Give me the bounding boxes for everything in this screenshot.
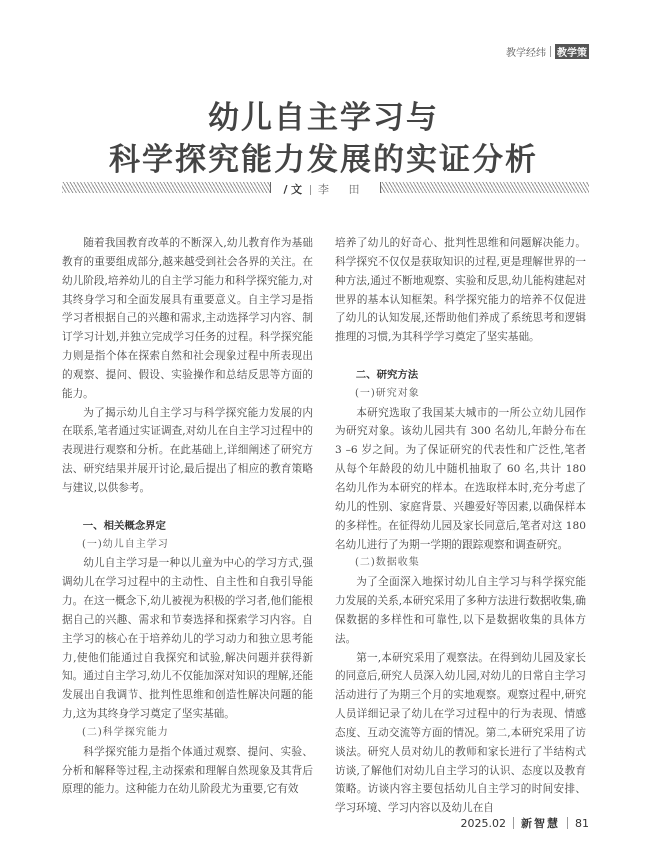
section-heading: 二、研究方法	[355, 368, 419, 381]
paragraph: 科学探究能力是指个体通过观察、提问、实验、分析和解释等过程,主动探索和理解自然现象及其背后原理的能力。这种能力在幼儿阶段尤为重要,它有效	[62, 745, 313, 796]
paragraph: 本研究选取了我国某大城市的一所公立幼儿园作为研究对象。该幼儿园共有 300 名幼儿,年龄分布在 3 –6 岁之间。为了保证研究的代表性和广泛性,笔者从每个年龄段的幼儿中随机抽取了 60 名,共计 180 名幼儿作为本研究的样本。在选取样本时,充分考虑了幼儿的性别、家庭背景、兴趣爱好等因素,以确保样本的多样性。在征得幼儿园及家长同意后,笔者对这 180 名幼儿进行了为期一学期的跟踪观察和调查研究。	[335, 406, 586, 551]
divider	[513, 817, 514, 829]
divider	[310, 185, 311, 195]
divider	[550, 46, 551, 57]
paragraph: 为了揭示幼儿自主学习与科学探究能力发展的内在联系,笔者通过实证调查,对幼儿在自主学习过程中的表现进行观察和分析。在此基础上,详细阐述了研究方法、研究结果并展开讨论,最后提出了相应的教育策略与建议,以供参考。	[62, 406, 313, 494]
paragraph: 为了全面深入地探讨幼儿自主学习与科学探究能力发展的关系,本研究采用了多种方法进行数据收集,确保数据的多样性和可靠性,以下是数据收集的具体方法。	[335, 576, 586, 645]
subsection-heading: (二)科学探究能力	[82, 726, 169, 738]
magazine-name: 新智慧	[521, 817, 560, 830]
subsection-heading: (一)研究对象	[355, 387, 420, 399]
divider	[567, 817, 568, 829]
page-footer	[461, 815, 590, 831]
column-name: 教学经纬	[506, 48, 546, 59]
paragraph: 随着我国教育改革的不断深入,幼儿教育作为基础教育的重要组成部分,越来越受到社会各界的关注。在幼儿阶段,培养幼儿的自主学习能力和科学探究能力,对其终身学习和全面发展具有重要意义。自主学习是指学习者根据自己的兴趣和需求,主动选择学习内容、制订学习计划,并独立完成学习任务的过程。科学探究能力则是指个体在探索自然和社会现象过程中所表现出的观察、提问、假设、实验操作和总结反思等方面的能力。	[62, 237, 313, 400]
subcolumn-name: 教学策	[555, 44, 589, 59]
article-title-line-1: 幼儿自主学习与	[208, 100, 439, 136]
paragraph-continued: 培养了幼儿的好奇心、批判性思维和问题解决能力。科学探究不仅仅是获取知识的过程,更是理解世界的一种方法,通过不断地观察、实验和反思,幼儿能构建起对世界的基本认知框架。科学探究能力的培养不仅促进了幼儿的认知发展,还帮助他们养成了系统思考和逻辑推理的习惯,为其科学学习奠定了坚实基础。	[335, 237, 586, 344]
column-tag	[506, 44, 589, 59]
issue-date: 2025.02	[460, 816, 506, 830]
byline-row	[62, 181, 589, 195]
pen-slash-icon: /	[283, 183, 288, 196]
page-number: 81	[575, 816, 589, 830]
byline-prefix: 文	[291, 183, 303, 196]
section-heading: 一、相关概念界定	[82, 519, 166, 532]
author-name: 李 田	[318, 183, 368, 196]
hatch-decoration-right	[380, 182, 589, 193]
left-column	[62, 234, 313, 799]
right-column	[335, 234, 586, 818]
paragraph: 幼儿自主学习是一种以儿童为中心的学习方式,强调幼儿在学习过程中的主动性、自主性和自我引导能力。在这一概念下,幼儿被视为积极的学习者,他们能根据自己的兴趣、需求和节奏选择和探索学习内容。自主学习的核心在于培养幼儿的学习动力和独立思考能力,使他们能通过自我探究和试验,解决问题并获得新知。通过自主学习,幼儿不仅能加深对知识的理解,还能发展出自我调节、批判性思维和创造性解决问题的能力,这为其终身学习奠定了坚实基础。	[62, 557, 313, 721]
article-title-line-2: 科学探究能力发展的实证分析	[109, 142, 538, 178]
subsection-heading: (二)数据收集	[355, 557, 420, 569]
paragraph: 第一,本研究采用了观察法。在得到幼儿园及家长的同意后,研究人员深入幼儿园,对幼儿的日常自主学习活动进行了为期三个月的实地观察。观察过程中,研究人员详细记录了幼儿在学习过程中的行为表现、情感态度、互动交流等方面的情况。第二,本研究采用了访谈法。研究人员对幼儿的教师和家长进行了半结构式访谈,了解他们对幼儿自主学习的认识、态度以及教育策略。访谈内容主要包括幼儿自主学习的时间安排、学习环境、学习内容以及幼儿在自	[335, 651, 586, 815]
subsection-heading: (一)幼儿自主学习	[82, 538, 169, 550]
